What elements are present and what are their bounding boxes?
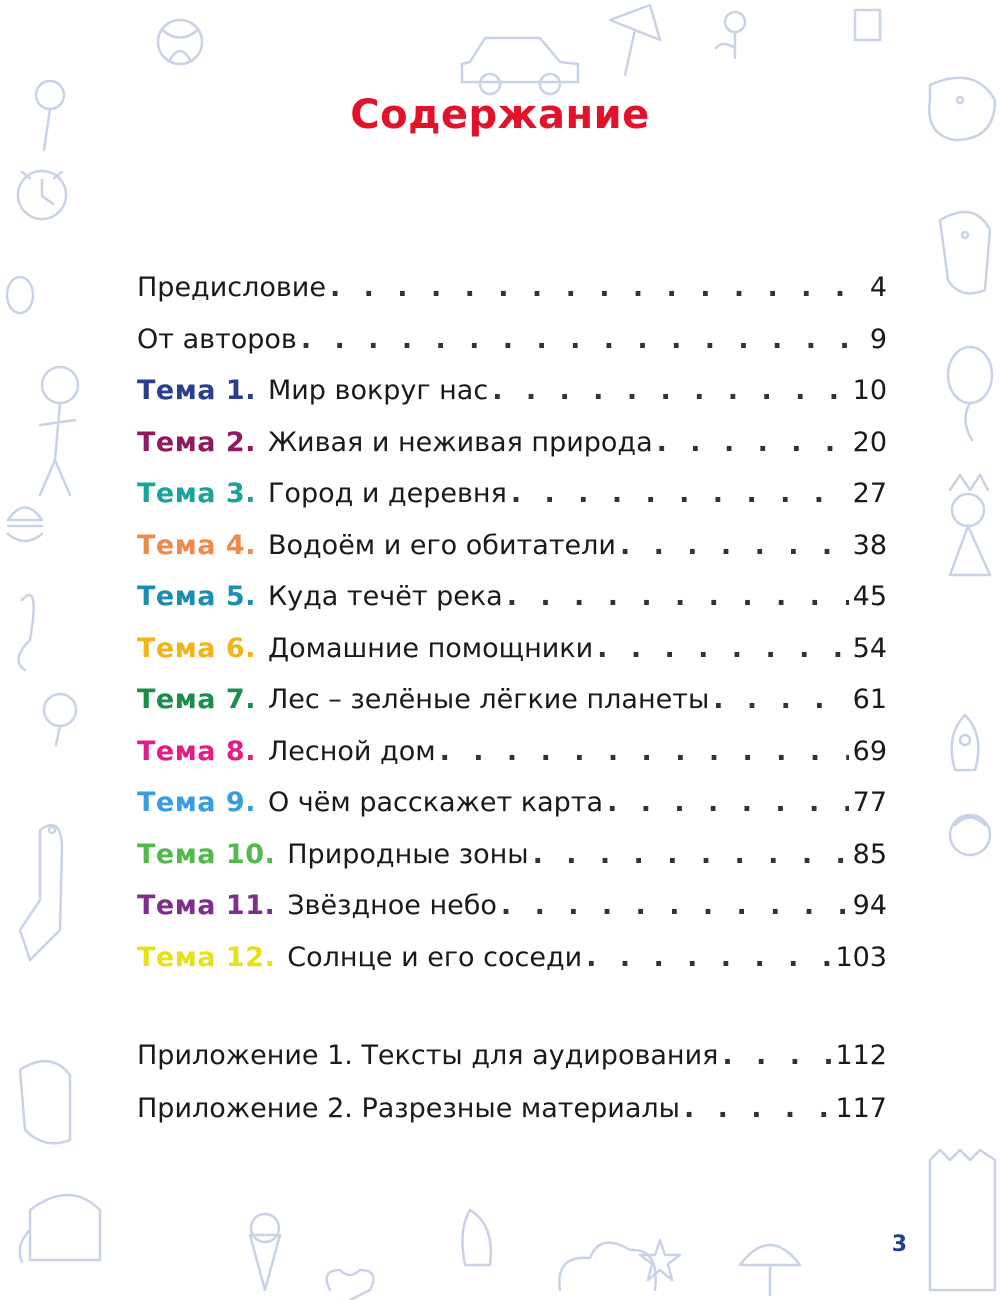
topic-number: Тема 7. bbox=[137, 684, 256, 715]
entry-page-number: 61 bbox=[852, 684, 887, 715]
entry-page-number: 54 bbox=[852, 632, 887, 664]
entry-title: Мир вокруг нас bbox=[267, 375, 489, 406]
dot-leader bbox=[607, 777, 849, 829]
treble-clef-icon bbox=[19, 595, 34, 670]
entry-page-number: 77 bbox=[852, 787, 887, 818]
toc-main-list bbox=[137, 262, 887, 983]
puzzle-icon bbox=[855, 10, 880, 40]
entry-title: Приложение 1. Тексты для аудирования bbox=[137, 1040, 719, 1071]
toc-entry[interactable] bbox=[137, 880, 887, 932]
entry-page-number: 20 bbox=[852, 426, 887, 458]
burger-icon bbox=[8, 508, 42, 542]
entry-title: Предисловие bbox=[137, 272, 326, 303]
toc-entry[interactable] bbox=[137, 1083, 887, 1136]
topic-number: Тема 5. bbox=[137, 581, 256, 612]
entry-title: Лесной дом bbox=[267, 735, 436, 767]
rocket-bottom-icon bbox=[462, 1210, 490, 1265]
topic-number: Тема 9. bbox=[137, 787, 256, 818]
topic-number: Тема 3. bbox=[137, 478, 256, 509]
entry-title: Природные зоны bbox=[287, 838, 529, 870]
entry-page-number: 103 bbox=[835, 941, 887, 973]
entry-page-number: 85 bbox=[852, 838, 887, 870]
balloon-icon bbox=[948, 347, 992, 440]
toc-entry[interactable] bbox=[137, 571, 887, 623]
toc-entry[interactable] bbox=[137, 417, 887, 469]
toc-entry[interactable] bbox=[137, 314, 887, 366]
topic-number: Тема 2. bbox=[137, 426, 256, 458]
entry-page-number: 27 bbox=[852, 478, 887, 509]
toc-entry[interactable] bbox=[137, 674, 887, 726]
toc-appendix-list bbox=[137, 1030, 887, 1135]
chick-icon bbox=[44, 694, 76, 745]
entry-title: Звёздное небо bbox=[287, 890, 497, 921]
dot-leader bbox=[511, 468, 849, 520]
dinosaur-left-icon bbox=[20, 1061, 70, 1143]
dot-leader bbox=[713, 674, 848, 726]
entry-title: О чём расскажет карта bbox=[267, 787, 604, 818]
dot-leader bbox=[722, 1030, 831, 1083]
toc-entry[interactable] bbox=[137, 777, 887, 829]
entry-page-number: 112 bbox=[835, 1040, 887, 1071]
entry-title: Домашние помощники bbox=[267, 632, 594, 664]
toc-entry[interactable] bbox=[137, 726, 887, 778]
cloud-icon bbox=[559, 1243, 655, 1290]
boy-icon bbox=[950, 815, 990, 855]
page-number: 3 bbox=[891, 1232, 907, 1257]
toc-entry[interactable] bbox=[137, 468, 887, 520]
entry-page-number: 10 bbox=[852, 375, 887, 406]
toc-entry[interactable] bbox=[137, 829, 887, 881]
entry-title: Водоём и его обитатели bbox=[267, 529, 616, 561]
entry-page-number: 69 bbox=[852, 735, 887, 767]
entry-title: Город и деревня bbox=[267, 478, 507, 509]
dot-leader bbox=[620, 520, 849, 572]
toc-entry[interactable] bbox=[137, 1030, 887, 1083]
dot-leader bbox=[597, 623, 848, 675]
dot-leader bbox=[301, 314, 866, 366]
girl-icon bbox=[40, 367, 78, 495]
egg-icon bbox=[7, 277, 33, 313]
dot-leader bbox=[440, 726, 849, 778]
topic-number: Тема 11. bbox=[137, 890, 276, 921]
toc-entry[interactable] bbox=[137, 520, 887, 572]
heart-icon bbox=[327, 1270, 374, 1300]
entry-page-number: 45 bbox=[852, 581, 887, 612]
entry-title: Солнце и его соседи bbox=[287, 941, 583, 973]
entry-title: От авторов bbox=[137, 323, 297, 355]
toc-entry[interactable] bbox=[137, 623, 887, 675]
toc-entry[interactable] bbox=[137, 365, 887, 417]
dot-leader bbox=[533, 829, 849, 881]
alarm-clock-icon bbox=[18, 171, 66, 219]
umbrella-icon bbox=[740, 1245, 800, 1295]
entry-page-number: 117 bbox=[835, 1092, 887, 1124]
topic-number: Тема 12. bbox=[137, 941, 276, 973]
entry-title: Лес – зелёные лёгкие планеты bbox=[267, 684, 710, 715]
toc-entry[interactable] bbox=[137, 262, 887, 314]
car-icon bbox=[462, 38, 578, 94]
topic-number: Тема 8. bbox=[137, 735, 256, 767]
topic-number: Тема 4. bbox=[137, 529, 256, 561]
entry-page-number: 94 bbox=[852, 890, 887, 921]
topic-number: Тема 6. bbox=[137, 632, 256, 664]
giraffe-icon bbox=[20, 825, 62, 960]
ice-cream-icon bbox=[250, 1214, 280, 1290]
castle-icon bbox=[930, 1150, 995, 1290]
page-title: Содержание bbox=[350, 92, 650, 138]
rocket-icon bbox=[952, 715, 979, 770]
entry-title: Приложение 2. Разрезные материалы bbox=[137, 1092, 680, 1124]
dot-leader bbox=[501, 880, 849, 932]
dot-leader bbox=[507, 571, 849, 623]
topic-number: Тема 1. bbox=[137, 375, 256, 406]
star-icon bbox=[640, 1240, 680, 1280]
dinosaur-icon bbox=[940, 212, 990, 293]
entry-title: Куда течёт река bbox=[267, 581, 503, 612]
dot-leader bbox=[586, 932, 831, 984]
dot-leader bbox=[330, 262, 866, 314]
flower-icon bbox=[716, 12, 745, 58]
dot-leader bbox=[657, 417, 849, 469]
topic-number: Тема 10. bbox=[137, 838, 276, 870]
entry-page-number: 9 bbox=[869, 323, 887, 355]
ball-icon bbox=[158, 20, 202, 64]
entry-title: Живая и неживая природа bbox=[267, 426, 653, 458]
toc-entry[interactable] bbox=[137, 932, 887, 984]
dot-leader bbox=[492, 365, 848, 417]
elephant-icon bbox=[20, 1195, 100, 1262]
kite-icon bbox=[610, 5, 660, 75]
entry-page-number: 38 bbox=[852, 529, 887, 561]
dot-leader bbox=[684, 1083, 832, 1136]
princess-icon bbox=[950, 475, 990, 575]
entry-page-number: 4 bbox=[869, 272, 887, 303]
